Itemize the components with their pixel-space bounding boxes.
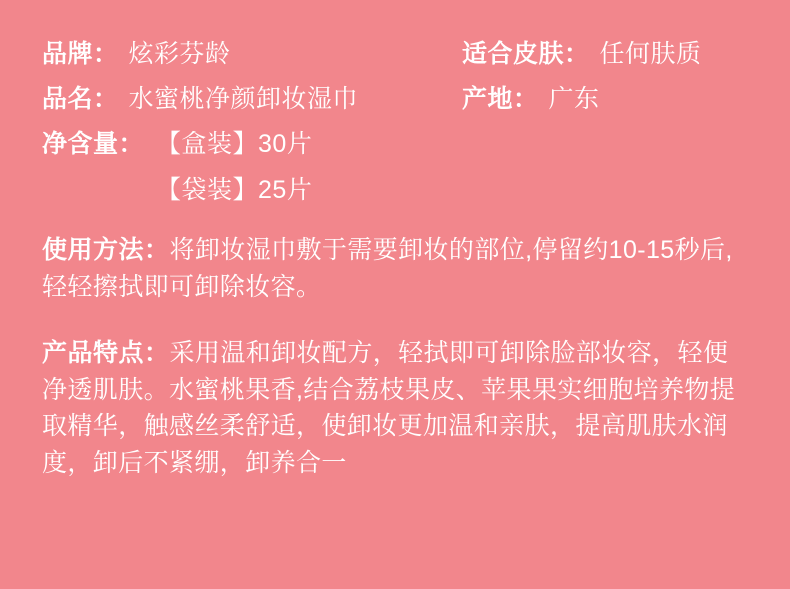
usage-paragraph	[42, 232, 748, 305]
spec-origin	[462, 79, 748, 115]
features-text: 采用温和卸妆配方，轻拭即可卸除脸部妆容，轻便净透肌肤。水蜜桃果香,结合荔枝果皮、苹果果实细胞培养物提取精华，触感丝柔舒适，使卸妆更加温和亲肤，提高肌肤水润度，卸后不紧绷，卸养合一	[42, 339, 736, 477]
spec-brand	[42, 34, 462, 70]
spec-net-content-values	[156, 124, 312, 206]
spec-origin-value: 广东	[548, 85, 600, 113]
usage-text: 将卸妆湿巾敷于需要卸妆的部位,停留约10-15秒后,轻轻擦拭即可卸除妆容。	[42, 236, 733, 301]
spec-net-content-line-box: 【盒装】30片	[156, 130, 313, 158]
spec-origin-label: 产地：	[462, 85, 539, 113]
spec-row-brand-skin	[42, 34, 748, 70]
spec-product-name-value: 水蜜桃净颜卸妆湿巾	[128, 85, 359, 113]
usage-block	[42, 232, 748, 305]
spec-net-content-line-bag: 【袋装】25片	[156, 176, 313, 204]
spec-brand-label: 品牌：	[42, 40, 119, 68]
spec-skin-label: 适合皮肤：	[462, 40, 590, 68]
spec-product-name	[42, 79, 462, 115]
spec-row-name-origin	[42, 79, 748, 115]
usage-label: 使用方法：	[42, 236, 170, 264]
spec-skin-value: 任何肤质	[599, 40, 702, 68]
specs-table	[42, 34, 748, 206]
spec-product-name-label: 品名：	[42, 85, 119, 113]
spec-skin	[462, 34, 748, 70]
spec-row-net-content	[42, 124, 748, 206]
features-block	[42, 335, 748, 481]
spec-net-content-label: 净含量：	[42, 130, 145, 158]
features-label: 产品特点：	[42, 339, 170, 367]
features-paragraph	[42, 335, 748, 481]
spec-brand-value: 炫彩芬龄	[128, 40, 231, 68]
